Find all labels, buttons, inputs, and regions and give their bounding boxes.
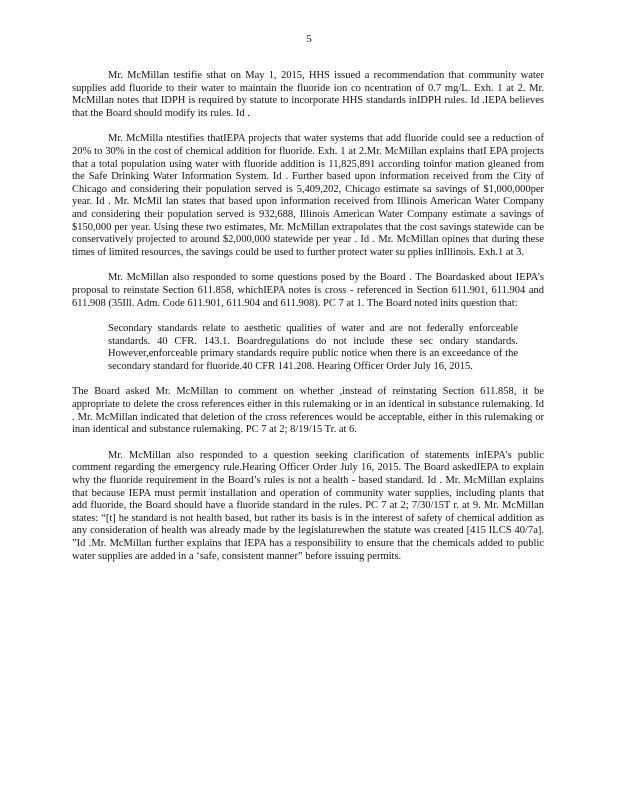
document-body: [72, 70, 544, 563]
page-number: 5: [306, 33, 312, 45]
paragraph-health-based-standard: Mr. McMillan also responded to a question seeking clarification of statements inIEPA’s public comment regarding the emergency rule.Hearing Officer Order July 16, 2015. The Board askedIEPA to explain why the fluoride requirement in the Board’s rules is not a health - based standard. Id . Mr. McMillan explains that because IEPA must permit installation and operation of community water supplies, including plants that add fluoride, the Board should have a fluoride standard in the rules. PC 7 at 2; 7/30/15T r. at 9. Mr. McMillan states: “[t] he standard is not health based, but rather its basis is in the interest of safety of chemical addition as any consideration of health was already made by the legislaturewhen the statute was created [415 ILCS 40/7a]. ”Id .Mr. McMillan further explains that IEPA has a responsibility to ensure that the chemicals added to public water supplies are added in a ‘safe, consistent manner” before issuing permits.: [72, 449, 544, 562]
paragraph-cost-savings: Mr. McMilla ntestifies thatIEPA projects that water systems that add fluoride could see a reduction of 20% to 30% in the cost of chemical addition for fluoride. Exh. 1 at 2.Mr. McMillan explains thatI EPA projects that a total population using water with fluoride addition is 11,825,891 according toinfor mation gleaned from the Safe Drinking Water Information System. Id . Further based upon information received from the City of Chicago and considering their population served is 5,409,202, Chicago estimate sa savings of $1,000,000per year. Id . Mr. McMil lan states that based upon information received from Illinois American Water Company and considering their population served is 932,688, Illinois American Water Company estimate a savings of $150,000 per year. Using these two estimates, Mr. McMillan extrapolates that the cost savings statewide can be conservatively projected to around $2,000,000 statewide per year . Id . Mr. McMillan opines that during these times of limited resources, the savings could be used to further protect water su pplies inIllinois. Exh.1 at 3.: [72, 133, 544, 258]
paragraph-hhs-recommendation: Mr. McMillan testifie sthat on May 1, 2015, HHS issued a recommendation that community water supplies add fluoride to their water to maintain the fluoride ion co ncentration of 0.7 mg/L. Exh. 1 at 2. Mr. McMillan notes that IDPH is required by statute to incorporate HHS standards inIDPH rules. Id .IEPA believes that the Board should modify its rules. Id .: [72, 70, 544, 119]
block-quote-secondary-standards: Secondary standards relate to aesthetic qualities of water and are not federally enforceable standards. 40 CFR. 143.1. Boardregulations do not include these sec ondary standards. However,enforceable primary standards require public notice when there is an exceedance of the secondary standard for fluoride.40 CFR 141.208. Hearing Officer Order July 16, 2015.: [108, 323, 518, 372]
paragraph-cross-references: The Board asked Mr. McMillan to comment on whether ,instead of reinstating Section 611.858, it be appropriate to delete the cross references either in this rulemaking or in an identical in substance rulemaking. Id . Mr. McMillan indicated that deletion of the cross references would be acceptable, either in this rulemaking or inan identical and substance rulemaking. PC 7 at 2; 8/19/15 Tr. at 6.: [72, 386, 544, 436]
paragraph-board-questions: Mr. McMillan also responded to some questions posed by the Board . The Boardasked about IEPA’s proposal to reinstate Section 611.858, whichIEPA notes is cross - referenced in Section 611.901, 611.904 and 611.908 (35Ill. Adm. Code 611.901, 611.904 and 611.908). PC 7 at 1. The Board noted inits question that:: [72, 272, 544, 309]
